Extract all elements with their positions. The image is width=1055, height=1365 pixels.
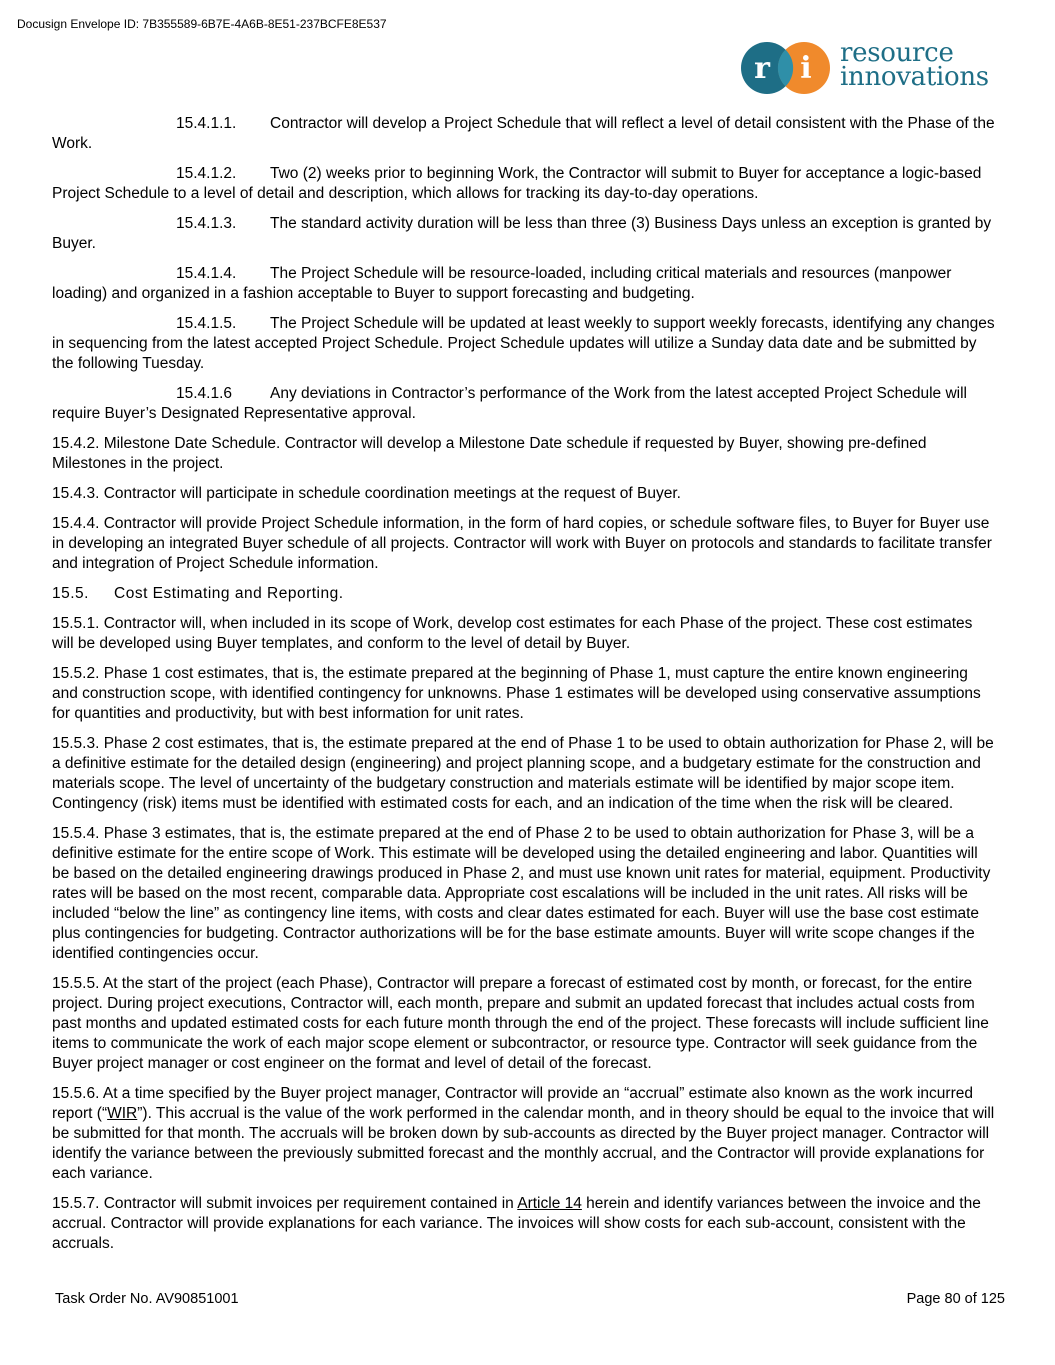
section-number: 15.5. bbox=[52, 585, 89, 602]
logo-letter-r: r bbox=[754, 51, 770, 86]
clause-text: The Project Schedule will be resource-loaded, including critical materials and resources (manpower loading) and organized in a fashion acceptable to Buyer to support forecasting and budgeting. bbox=[52, 265, 952, 302]
article-14-reference: Article 14 bbox=[517, 1195, 582, 1212]
clause-15-4-1-3 bbox=[52, 214, 998, 254]
clause-15-5-4: 15.5.4. Phase 3 estimates, that is, the estimate prepared at the end of Phase 2 to be used to obtain authorization for Phase 3, will be a definitive estimate for the entire scope of Work. This estimate will be developed using the detailed engineering and labor. Quantities will be based on the detailed engineering drawings produced in Phase 2, and must use known unit rates for material, equipment. Productivity rates will be based on the most recent, comparable data. Appropriate cost escalations will be included in the unit rates. All risks will be included “below the line” as contingency line items, with costs and clear dates estimated for each. Buyer will use the base cost estimate plus contingencies for budgeting. Contractor authorizations will be for the base estimate amounts. Buyer will write scope changes if the identified contingencies occur. bbox=[52, 825, 991, 962]
clause-number: 15.4.1.3. bbox=[176, 215, 237, 232]
section-heading-15-5 bbox=[52, 584, 998, 604]
clause-number: 15.4.1.2. bbox=[176, 165, 237, 182]
clause-text: Any deviations in Contractor’s performance of the Work from the latest accepted Project Schedule will require Buyer’s Designated Representative approval. bbox=[52, 385, 967, 422]
clause-15-4-1-1 bbox=[52, 114, 998, 154]
clause-number: 15.4.1.4. bbox=[176, 265, 237, 282]
clause-number: 15.4.1.6 bbox=[176, 385, 233, 402]
clause-15-4-4: 15.4.4. Contractor will provide Project Schedule information, in the form of hard copies, or schedule software files, to Buyer for Buyer use in developing an integrated Buyer schedule of all projects. Contractor will work with Buyer on protocols and standards to facilitate transfer and integration of Project Schedule information. bbox=[52, 515, 992, 572]
footer-page-number: Page 80 of 125 bbox=[906, 1291, 1005, 1307]
clause-15-5-5: 15.5.5. At the start of the project (each Phase), Contractor will prepare a forecast of estimated cost by month, or forecast, for the entire project. During project executions, Contractor will, each month, prepare and submit an updated forecast that includes actual costs from past months and updated estimated costs for each future month through the end of the project. These forecasts will include sufficient line items to communicate the work of each major scope element or subcontractor, or resource type. Contractor will seek guidance from the Buyer project manager or cost engineer on the format and level of detail of the forecast. bbox=[52, 975, 989, 1072]
clause-number: 15.4.1.5. bbox=[176, 315, 237, 332]
clause-15-4-1-2 bbox=[52, 164, 998, 204]
clause-15-5-6 bbox=[52, 1084, 998, 1184]
wir-defined-term: WIR bbox=[107, 1105, 138, 1122]
docusign-envelope-id: Docusign Envelope ID: 7B355589-6B7E-4A6B-8E51-237BCFE8E537 bbox=[17, 17, 387, 31]
clause-text-after: herein and identify variances between the invoice and the accrual. Contractor will provide explanations for each variance. The invoices will show costs for each sub-account, consistent with the accruals. bbox=[52, 1195, 981, 1252]
section-title: Cost Estimating and Reporting. bbox=[114, 585, 344, 602]
resource-innovations-logo bbox=[740, 40, 1015, 100]
clause-15-4-1-4 bbox=[52, 264, 998, 304]
logo-word-innovations: innovations bbox=[840, 62, 989, 92]
logo-letter-i: i bbox=[800, 51, 812, 86]
clause-text-after: ”). This accrual is the value of the work performed in the calendar month, and in theory should be equal to the invoice that will be submitted for that month. The accruals will be broken down by sub-accounts as directed by the Buyer project manager. Contractor will identify the variance between the previously submitted forecast and the monthly accrual, and the Contractor will provide explanations for each variance. bbox=[52, 1105, 995, 1182]
footer-task-order: Task Order No. AV90851001 bbox=[55, 1291, 239, 1307]
clause-text-before: 15.5.6. At a time specified by the Buyer project manager, Contractor will provide an “accrual” estimate also known as the work incurred report (“ bbox=[52, 1085, 973, 1122]
clause-text: Two (2) weeks prior to beginning Work, the Contractor will submit to Buyer for acceptance a logic-based Project Schedule to a level of detail and description, which allows for tracking its day-to-day operations. bbox=[52, 165, 982, 202]
clause-15-5-7 bbox=[52, 1194, 998, 1254]
clause-15-4-1-5 bbox=[52, 314, 998, 374]
clause-15-4-1-6 bbox=[52, 384, 998, 424]
clause-15-5-1: 15.5.1. Contractor will, when included in its scope of Work, develop cost estimates for each Phase of the project. These cost estimates will be developed using Buyer templates, and conform to the level of detail by Buyer. bbox=[52, 615, 973, 652]
clause-15-5-2: 15.5.2. Phase 1 cost estimates, that is, the estimate prepared at the beginning of Phase 1, must capture the entire known engineering and construction scope, with identified contingency for unknowns. Phase 1 estimates will be developed using conservative assumptions for quantities and productivity, but with best information for unit rates. bbox=[52, 665, 981, 722]
logo-word-resource: resource bbox=[840, 38, 954, 68]
clause-15-4-3: 15.4.3. Contractor will participate in schedule coordination meetings at the request of Buyer. bbox=[52, 485, 681, 502]
document-body bbox=[52, 114, 998, 1264]
clause-text: The standard activity duration will be less than three (3) Business Days unless an exception is granted by Buyer. bbox=[52, 215, 992, 252]
clause-text-before: 15.5.7. Contractor will submit invoices per requirement contained in bbox=[52, 1195, 518, 1212]
clause-15-5-3: 15.5.3. Phase 2 cost estimates, that is, the estimate prepared at the end of Phase 1 to be used to obtain authorization for Phase 2, will be a definitive estimate for the detailed design (engineering) and project planning scope, and a budgetary estimate for the construction and materials scope. The level of uncertainty of the budgetary construction and materials estimate will be identified by major scope item. Contingency (risk) items must be identified with estimated costs for each, and an indication of the time when the risk will be cleared. bbox=[52, 735, 994, 812]
clause-text: Contractor will develop a Project Schedule that will reflect a level of detail consistent with the Phase of the Work. bbox=[52, 115, 995, 152]
clause-15-4-2: 15.4.2. Milestone Date Schedule. Contractor will develop a Milestone Date schedule if requested by Buyer, showing pre-defined Milestones in the project. bbox=[52, 435, 927, 472]
clause-number: 15.4.1.1. bbox=[176, 115, 237, 132]
clause-text: The Project Schedule will be updated at least weekly to support weekly forecasts, identifying any changes in sequencing from the latest accepted Project Schedule. Project Schedule updates will utilize a Sunday data date and be submitted by the following Tuesday. bbox=[52, 315, 995, 372]
ri-logo-mark bbox=[740, 40, 835, 96]
